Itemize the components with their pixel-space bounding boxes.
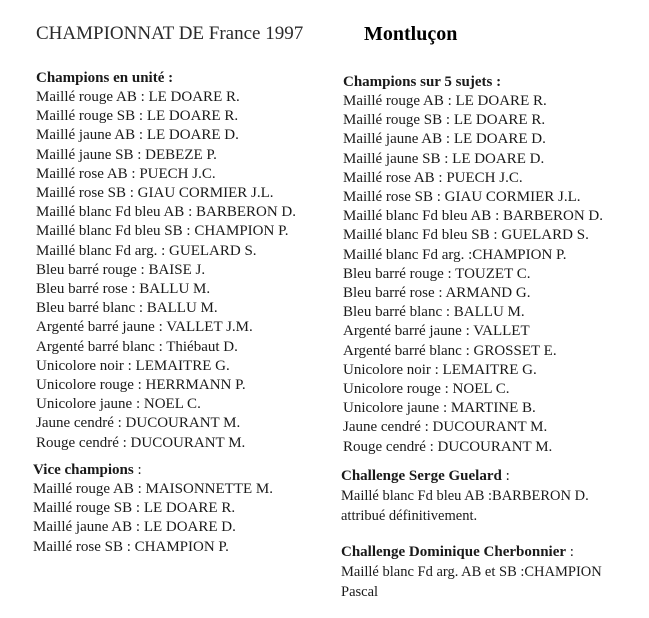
list-item: Maillé jaune SB : LE DOARE D. [343, 150, 545, 167]
list-item: Bleu barré rouge : TOUZET C. [343, 265, 531, 282]
list-item: Maillé jaune AB : LE DOARE D. [36, 127, 239, 144]
champions-5-section [343, 72, 603, 457]
list-item: Bleu barré rose : ARMAND G. [343, 285, 531, 302]
challenge-line: attribué définitivement. [341, 508, 478, 524]
challenge-line: Pascal [341, 584, 379, 600]
list-item: Maillé rouge AB : MAISONNETTE M. [33, 481, 273, 497]
champions-unite-section [36, 68, 296, 453]
list-item: Maillé rouge AB : LE DOARE R. [36, 89, 240, 105]
heading-colon: : [566, 544, 574, 560]
list-item: Bleu barré blanc : BALLU M. [343, 304, 525, 321]
list-item: Maillé blanc Fd bleu AB : BARBERON D. [343, 208, 603, 225]
list-item: Argenté barré jaune : VALLET [343, 323, 530, 340]
section-heading [341, 542, 602, 562]
list-item: Unicolore rouge : HERRMANN P. [36, 377, 246, 394]
list-item: Maillé rose AB : PUECH J.C. [36, 165, 216, 182]
list-item: Maillé jaune AB : LE DOARE D. [33, 519, 236, 536]
list-item: Bleu barré rouge : BAISE J. [36, 261, 206, 278]
champions-unite-list [36, 88, 296, 453]
list-item: Jaune cendré : DUCOURANT M. [36, 415, 241, 432]
city-name: Montluçon [364, 23, 458, 45]
list-item: Argenté barré blanc : Thiébaut D. [36, 338, 238, 355]
list-item: Unicolore noir : LEMAITRE G. [343, 361, 537, 378]
section-heading: Champions en unité : [36, 70, 174, 86]
list-item: Jaune cendré : DUCOURANT M. [343, 419, 548, 436]
challenge-line: Maillé blanc Fd bleu AB :BARBERON D. [341, 488, 589, 504]
list-item: Maillé rose SB : CHAMPION P. [33, 538, 229, 555]
challenge-line: Maillé blanc Fd arg. AB et SB :CHAMPION [341, 564, 602, 580]
section-heading [341, 466, 589, 486]
list-item: Maillé rouge SB : LE DOARE R. [36, 108, 239, 125]
list-item: Argenté barré jaune : VALLET J.M. [36, 319, 253, 336]
champions-5-list [343, 92, 603, 457]
section-heading: Champions sur 5 sujets : [343, 74, 502, 90]
heading-colon: : [133, 462, 142, 478]
list-item: Maillé blanc Fd bleu AB : BARBERON D. [36, 204, 296, 221]
heading-colon: : [501, 468, 510, 484]
list-item: Maillé rose AB : PUECH J.C. [343, 169, 523, 186]
list-item: Maillé rouge SB : LE DOARE R. [343, 112, 546, 129]
list-item: Maillé blanc Fd bleu SB : CHAMPION P. [36, 223, 289, 240]
list-item: Maillé rose SB : GIAU CORMIER J.L. [343, 189, 581, 206]
document-title: CHAMPIONNAT DE France 1997 [36, 23, 304, 44]
list-item: Unicolore rouge : NOEL C. [343, 381, 510, 398]
list-item: Bleu barré blanc : BALLU M. [36, 300, 218, 317]
list-item: Maillé jaune SB : DEBEZE P. [36, 146, 217, 163]
list-item: Maillé blanc Fd bleu SB : GUELARD S. [343, 227, 589, 244]
list-item: Unicolore noir : LEMAITRE G. [36, 357, 230, 374]
heading-label: Challenge Serge Guelard [341, 468, 502, 484]
list-item: Maillé rouge AB : LE DOARE R. [343, 93, 547, 109]
section-heading [33, 460, 273, 480]
challenge-cherbonnier-section [341, 542, 602, 602]
vice-champions-list [33, 480, 273, 557]
list-item: Maillé blanc Fd arg. : GUELARD S. [36, 242, 257, 259]
list-item: Unicolore jaune : MARTINE B. [343, 400, 536, 417]
heading-label: Vice champions [33, 462, 134, 478]
list-item: Maillé jaune AB : LE DOARE D. [343, 131, 546, 148]
list-item: Bleu barré rose : BALLU M. [36, 281, 211, 298]
list-item: Maillé rose SB : GIAU CORMIER J.L. [36, 185, 274, 202]
list-item: Rouge cendré : DUCOURANT M. [343, 438, 553, 455]
list-item: Unicolore jaune : NOEL C. [36, 396, 201, 413]
list-item: Maillé blanc Fd arg. :CHAMPION P. [343, 246, 567, 263]
vice-champions-section [33, 460, 273, 557]
challenge-guelard-section [341, 466, 589, 526]
list-item: Argenté barré blanc : GROSSET E. [343, 342, 557, 359]
list-item: Rouge cendré : DUCOURANT M. [36, 434, 246, 451]
heading-label: Challenge Dominique Cherbonnier [341, 544, 567, 560]
list-item: Maillé rouge SB : LE DOARE R. [33, 500, 236, 517]
